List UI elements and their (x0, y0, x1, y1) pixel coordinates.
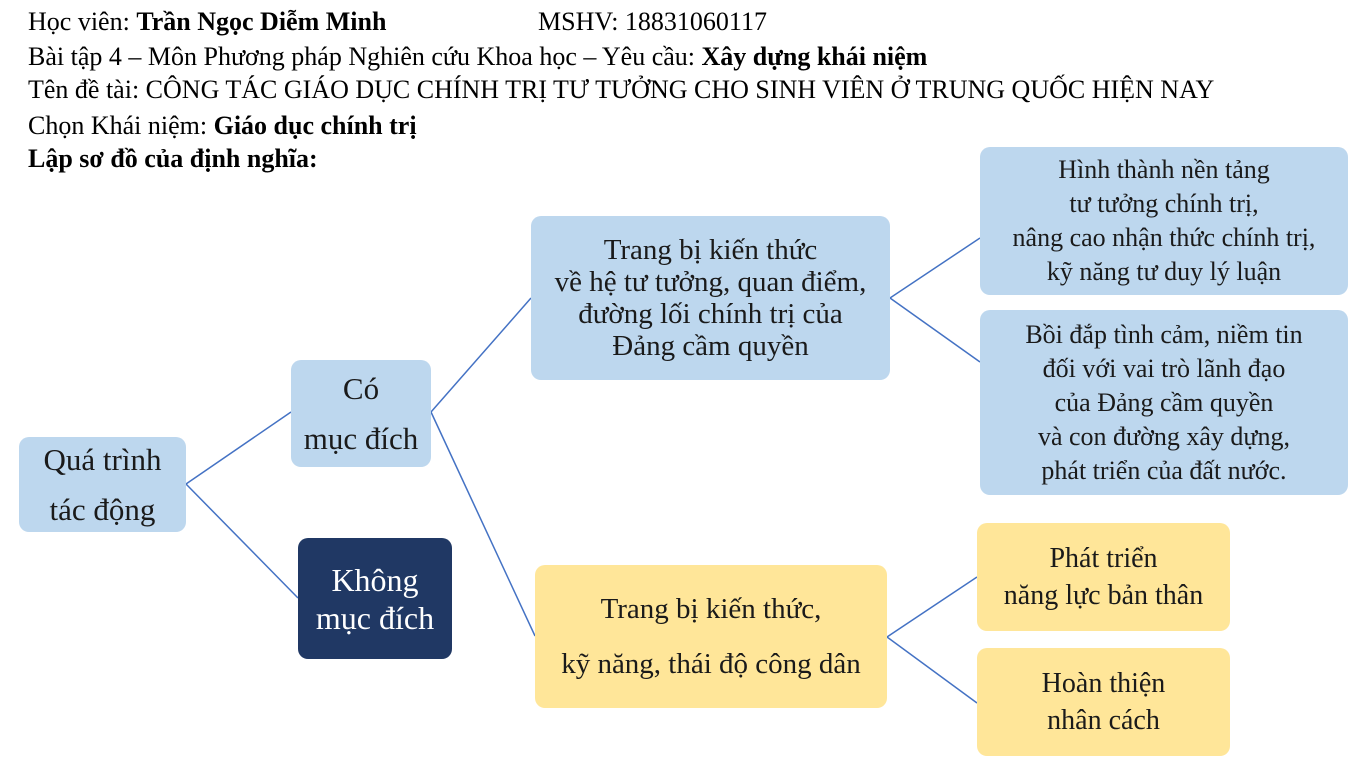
knowledge-line-1: Trang bị kiến thức (603, 234, 818, 266)
foundation-line-3: nâng cao nhận thức chính trị, (1012, 223, 1316, 252)
root-node (19, 437, 186, 532)
capacity-line-2: năng lực bản thân (1003, 580, 1204, 611)
citizen-branch-node (535, 565, 887, 708)
belief-line-5: phát triển của đất nước. (1041, 455, 1287, 485)
belief-line-3: của Đảng cầm quyền (1054, 387, 1274, 417)
outcome-belief-node (980, 310, 1348, 495)
personality-line-2: nhân cách (1047, 705, 1160, 736)
outcome-foundation-node (980, 147, 1348, 295)
foundation-line-1: Hình thành nền tảng (1058, 155, 1270, 184)
belief-line-4: và con đường xây dựng, (1037, 421, 1291, 451)
non-purposeful-line-1: Không (331, 561, 419, 598)
knowledge-line-4: Đảng cầm quyền (612, 330, 809, 362)
purposeful-line-1: Có (342, 370, 380, 406)
knowledge-line-3: đường lối chính trị của (578, 298, 843, 330)
connector-citizen-personality (887, 637, 977, 703)
connector-knowledge-belief (890, 298, 980, 362)
belief-line-2: đối với vai trò lãnh đạo (1042, 353, 1286, 383)
diagram-heading: Lập sơ đồ của định nghĩa: (28, 144, 318, 173)
connector-knowledge-foundation (890, 238, 980, 298)
knowledge-branch-node (531, 216, 890, 380)
assignment-requirement: Xây dựng khái niệm (701, 42, 928, 71)
purposeful-node (291, 360, 431, 467)
root-line-1: Quá trình (43, 441, 162, 477)
citizen-line-1: Trang bị kiến thức, (600, 592, 822, 625)
connector-root-nonpurposeful (186, 484, 298, 598)
connector-purposeful-knowledge (431, 298, 531, 412)
connector-root-purposeful (186, 412, 291, 484)
outcome-capacity-node (977, 523, 1230, 631)
non-purposeful-node (298, 538, 452, 659)
citizen-line-2: kỹ năng, thái độ công dân (561, 647, 861, 680)
student-name: Trần Ngọc Diễm Minh (136, 7, 387, 36)
topic-line: Tên đề tài: CÔNG TÁC GIÁO DỤC CHÍNH TRỊ TƯ TƯỞNG CHO SINH VIÊN Ở TRUNG QUỐC HIỆN NAY (28, 75, 1215, 104)
student-label: Học viên: (28, 7, 137, 36)
belief-line-1: Bồi đắp tình cảm, niềm tin (1025, 319, 1303, 349)
root-line-2: tác động (49, 491, 156, 527)
assignment-prefix: Bài tập 4 – Môn Phương pháp Nghiên cứu Khoa học – Yêu cầu: (28, 42, 702, 71)
foundation-line-2: tư tưởng chính trị, (1069, 189, 1259, 218)
personality-line-1: Hoàn thiện (1041, 668, 1166, 699)
concept-label: Chọn Khái niệm: (28, 111, 214, 140)
outcome-personality-node (977, 648, 1230, 756)
purposeful-line-2: mục đích (303, 420, 419, 456)
connector-citizen-capacity (887, 577, 977, 637)
non-purposeful-line-2: mục đích (315, 599, 435, 636)
concept-name: Giáo dục chính trị (213, 111, 417, 140)
knowledge-line-2: về hệ tư tưởng, quan điểm, (554, 266, 867, 298)
student-id: MSHV: 18831060117 (538, 7, 767, 36)
foundation-line-4: kỹ năng tư duy lý luận (1046, 257, 1282, 286)
capacity-line-1: Phát triển (1049, 543, 1158, 574)
